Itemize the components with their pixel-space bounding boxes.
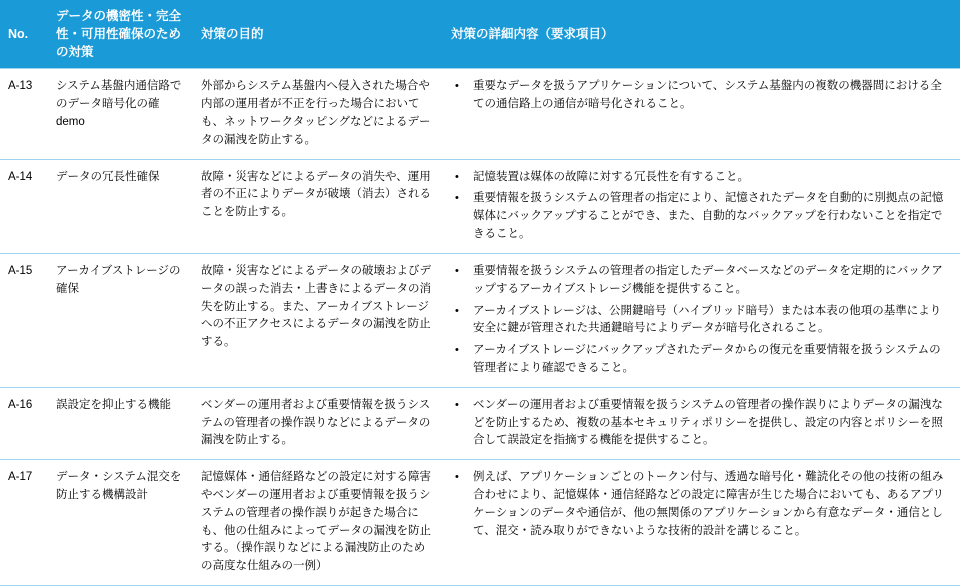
- row-measure: データの冗長性確保: [48, 159, 193, 253]
- table-row: [0, 69, 960, 159]
- list-item: • 例えば、アプリケーションごとのトークン付与、透過な暗号化・難読化その他の技術の組み合わせにより、記憶媒体・通信経路などの設定に障害が生じた場合においても、あるアプリケーションのデータや通信が、他の無関係のアプリケーションから有意なデータ・通信として、混交・読み取りができないような技術的設計を講じること。: [451, 469, 952, 540]
- table-row: [0, 253, 960, 387]
- list-item: • 重要なデータを扱うアプリケーションについて、システム基盤内の複数の機器間における全ての通信路上の通信が暗号化されること。: [451, 78, 952, 114]
- row-detail: [443, 460, 960, 586]
- table-row: [0, 460, 960, 586]
- column-header-measure: データの機密性・完全性・可用性確保のための対策: [48, 0, 193, 69]
- row-no: A-16: [0, 387, 48, 459]
- row-purpose: 外部からシステム基盤内へ侵入された場合や内部の運用者が不正を行った場合においても、ネットワークタッピングなどによるデータの漏洩を防止する。: [193, 69, 443, 159]
- row-no: A-15: [0, 253, 48, 387]
- row-no: A-17: [0, 460, 48, 586]
- column-header-no: No.: [0, 0, 48, 69]
- row-measure: システム基盤内通信路でのデータ暗号化の確demo: [48, 69, 193, 159]
- table-row: [0, 387, 960, 459]
- row-purpose: 故障・災害などによるデータの消失や、運用者の不正によりデータが破壊（消去）されることを防止する。: [193, 159, 443, 253]
- list-item: • アーカイブストレージは、公開鍵暗号（ハイブリッド暗号）または本表の他項の基準により安全に鍵が管理された共通鍵暗号によりデータが暗号化されること。: [451, 303, 952, 339]
- row-no: A-14: [0, 159, 48, 253]
- table-body: [0, 69, 960, 586]
- column-header-purpose: 対策の目的: [193, 0, 443, 69]
- row-measure: 誤設定を抑止する機能: [48, 387, 193, 459]
- row-detail: [443, 159, 960, 253]
- list-item: • 重要情報を扱うシステムの管理者の指定により、記憶されたデータを自動的に別拠点の記憶媒体にバックアップすることができ、また、自動的なバックアップを行わないことを指定できること。: [451, 190, 952, 243]
- column-header-detail: 対策の詳細内容（要求項目）: [443, 0, 960, 69]
- row-detail: [443, 387, 960, 459]
- list-item: • 記憶装置は媒体の故障に対する冗長性を有すること。: [451, 169, 952, 187]
- table-header-row: [0, 0, 960, 69]
- row-purpose: 故障・災害などによるデータの破壊およびデータの誤った消去・上書きによるデータの消失を防止する。また、アーカイブストレージへの不正アクセスによるデータの漏洩を防止する。: [193, 253, 443, 387]
- detail-list: [451, 263, 952, 378]
- list-item: • 重要情報を扱うシステムの管理者の指定したデータベースなどのデータを定期的にバックアップするアーカイブストレージ機能を提供すること。: [451, 263, 952, 299]
- row-purpose: ベンダーの運用者および重要情報を扱うシステムの管理者の操作誤りなどによるデータの漏洩を防止する。: [193, 387, 443, 459]
- row-detail: [443, 253, 960, 387]
- row-measure: アーカイブストレージの確保: [48, 253, 193, 387]
- list-item: • アーカイブストレージにバックアップされたデータからの復元を重要情報を扱うシステムの管理者により確認できること。: [451, 342, 952, 378]
- row-purpose: 記憶媒体・通信経路などの設定に対する障害やベンダーの運用者および重要情報を扱うシステムの管理者の操作誤りが起きた場合にも、他の仕組みによってデータの漏洩を防止する。（操作誤りなどによる漏洩防止のための高度な仕組みの一例）: [193, 460, 443, 586]
- row-no: A-13: [0, 69, 48, 159]
- detail-list: [451, 469, 952, 540]
- list-item: • ベンダーの運用者および重要情報を扱うシステムの管理者の操作誤りによりデータの漏洩などを防止するため、複数の基本セキュリティポリシーを提供し、設定の内容とポリシーを照合して誤設定を指摘する機能を提供すること。: [451, 397, 952, 450]
- detail-list: [451, 169, 952, 244]
- table-header: [0, 0, 960, 69]
- row-measure: データ・システム混交を防止する機構設計: [48, 460, 193, 586]
- row-detail: [443, 69, 960, 159]
- detail-list: [451, 397, 952, 450]
- table-row: [0, 159, 960, 253]
- detail-list: [451, 78, 952, 114]
